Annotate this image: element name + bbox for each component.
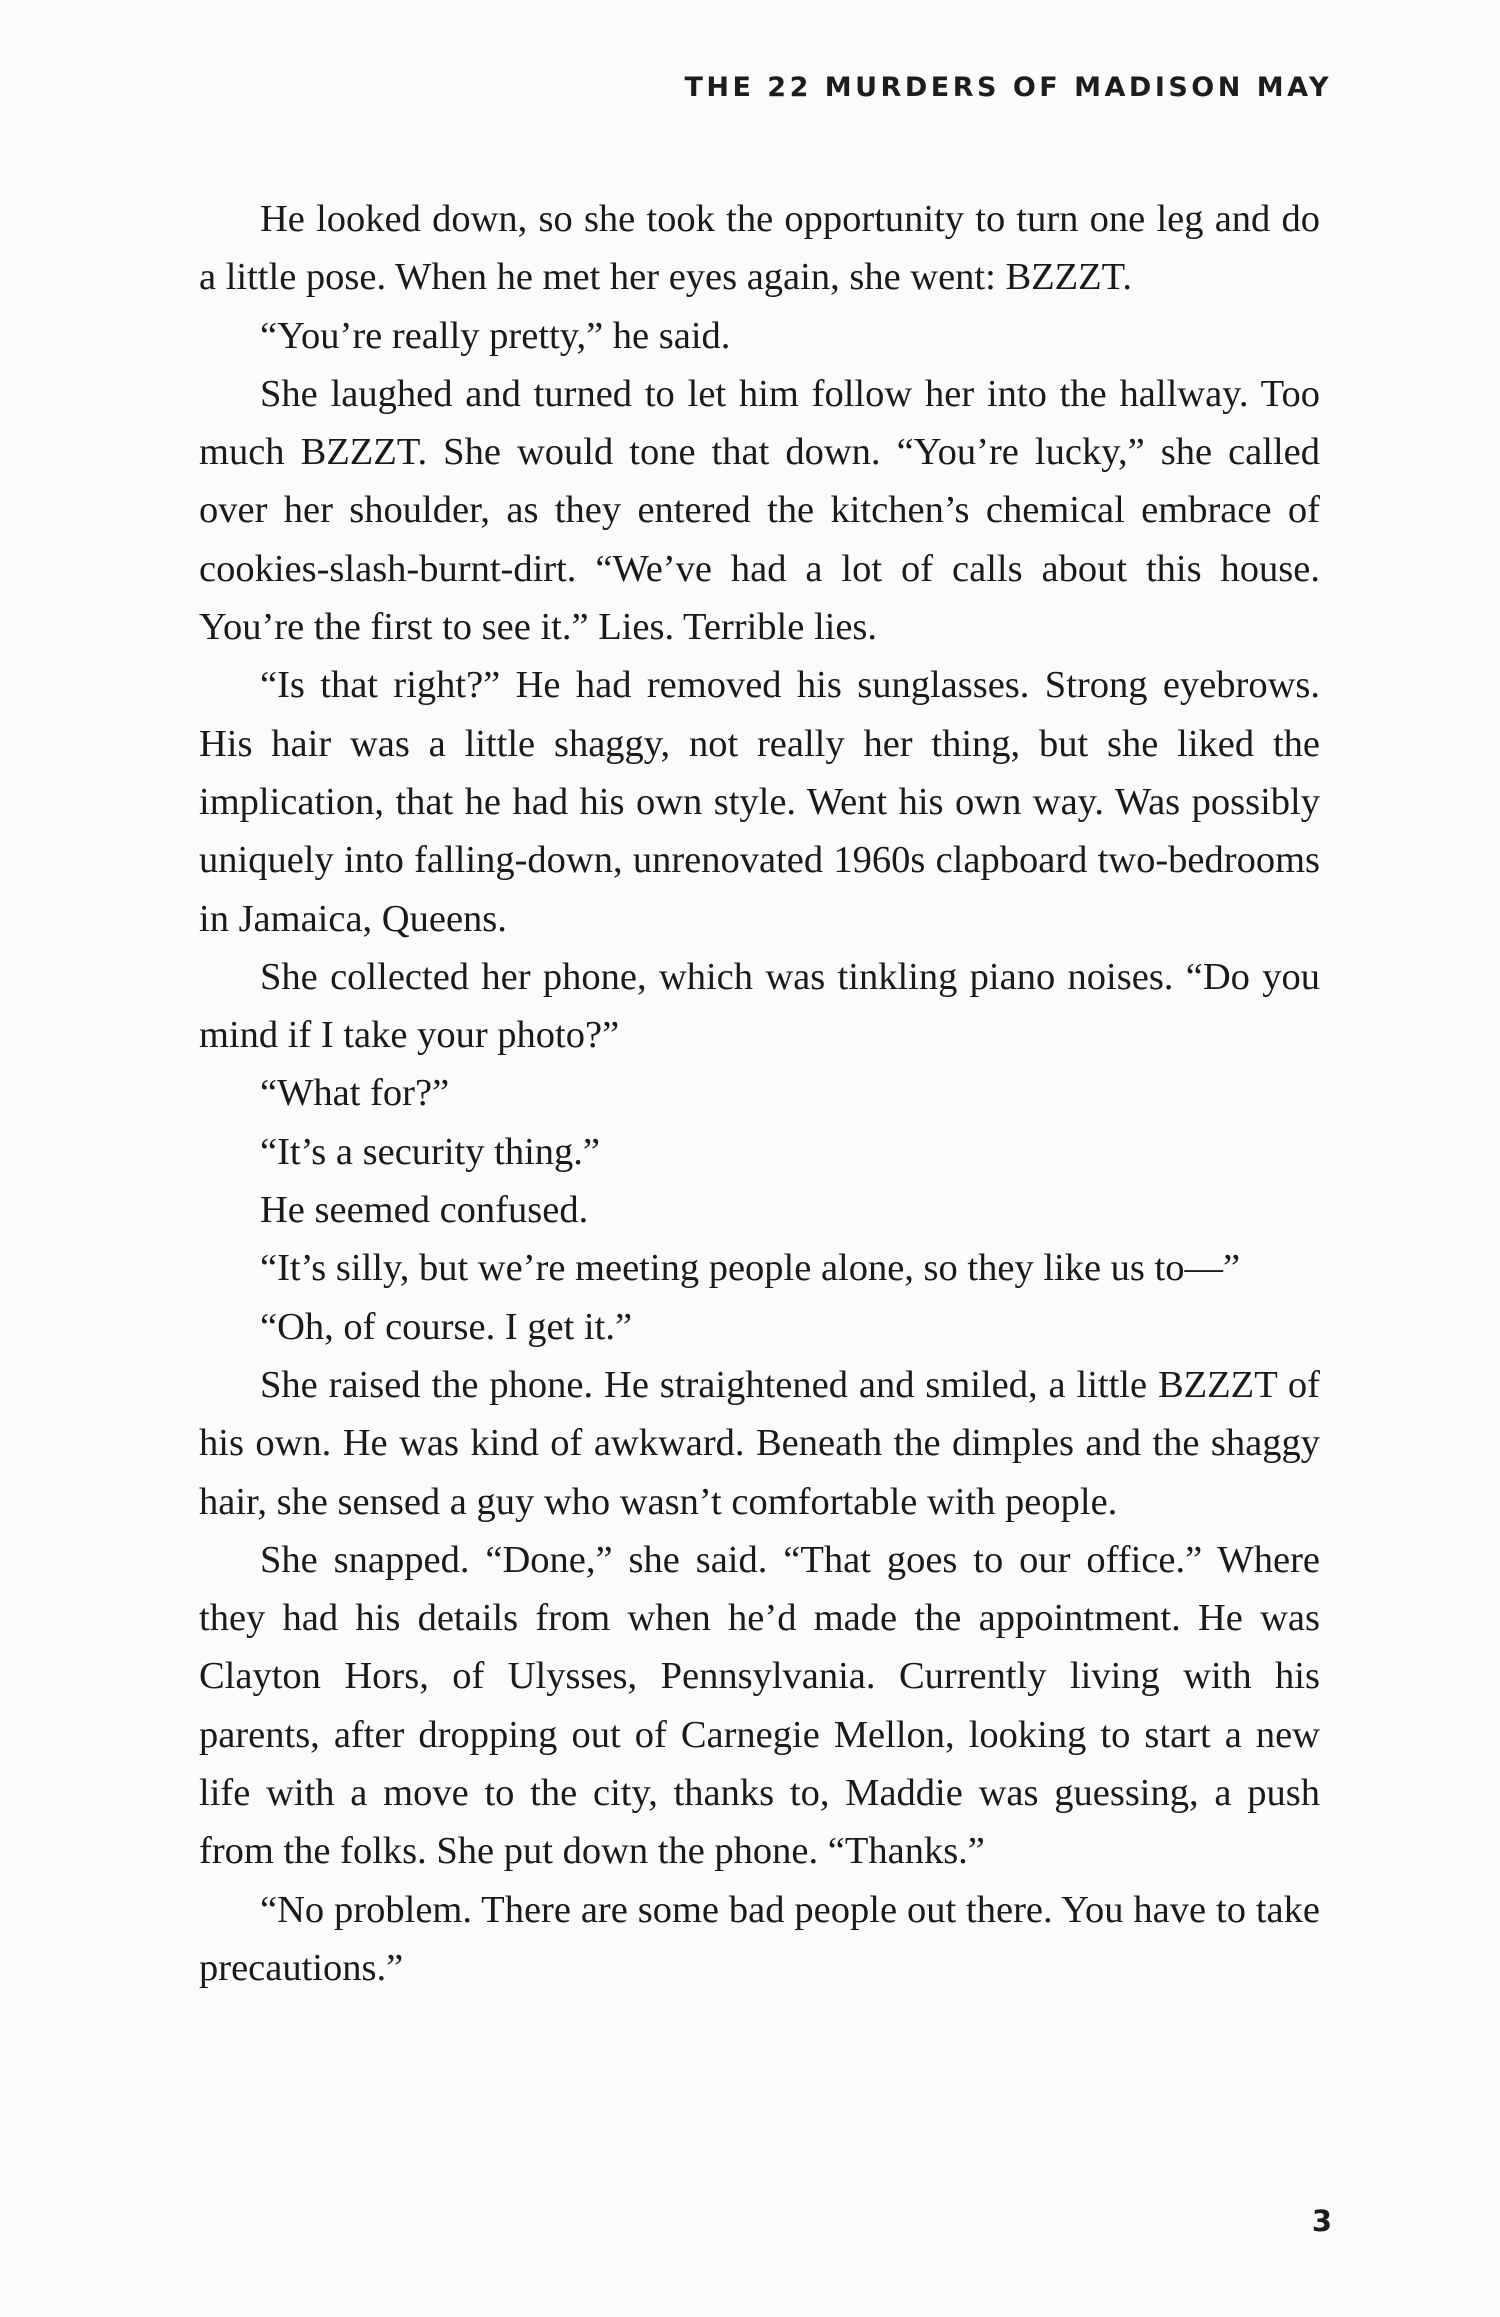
page-number: 3 [1311, 2204, 1332, 2238]
paragraph: She laughed and turned to let him follow her into the hallway. Too much BZZZT. She would tone that down. “You’re lucky,” she called over her shoulder, as they entered the kitchen’s chemical embrace of cookies-slash-burnt-dirt. “We’ve had a lot of calls about this house. You’re the first to see it.” Lies. Terrible lies. [199, 372, 1320, 649]
paragraph: “Is that right?” He had removed his sunglasses. Strong eyebrows. His hair was a little shaggy, not really her thing, but she liked the implication, that he had his own style. Went his own way. Was possibly uniquely into falling-down, unrenovated 1960s clapboard two-bedrooms in Jamaica, Queens. [199, 664, 1320, 940]
paragraph: “It’s a security thing.” [260, 1130, 600, 1173]
paragraph: He looked down, so she took the opportunity to turn one leg and do a little pose. When he met her eyes again, she went: BZZZT. [199, 198, 1320, 299]
paragraph: “No problem. There are some bad people out there. You have to take precautions.” [199, 1888, 1320, 1989]
paragraph: “It’s silly, but we’re meeting people alone, so they like us to—” [260, 1247, 1241, 1290]
paragraph: She snapped. “Done,” she said. “That goes to our office.” Where they had his details from when he’d made the appointment. He was Clayton Hors, of Ulysses, Pennsylvania. Currently living with his parents, after dropping out of Carnegie Mellon, looking to start a new life with a move to the city, thanks to, Maddie was guessing, a push from the folks. She put down the phone. “Thanks.” [199, 1538, 1320, 1873]
running-head: THE 22 MURDERS OF MADISON MAY [684, 72, 1332, 103]
body-text [199, 190, 1320, 1997]
paragraph: “Oh, of course. I get it.” [260, 1305, 633, 1348]
paragraph: She collected her phone, which was tinkling piano noises. “Do you mind if I take your photo?” [199, 955, 1320, 1057]
paragraph: “What for?” [260, 1072, 450, 1115]
paragraph: “You’re really pretty,” he said. [260, 314, 731, 357]
paragraph: She raised the phone. He straightened and smiled, a little BZZZT of his own. He was kind of awkward. Beneath the dimples and the shaggy hair, she sensed a guy who wasn’t comfortable with people. [199, 1363, 1320, 1523]
paragraph: He seemed confused. [260, 1189, 589, 1232]
